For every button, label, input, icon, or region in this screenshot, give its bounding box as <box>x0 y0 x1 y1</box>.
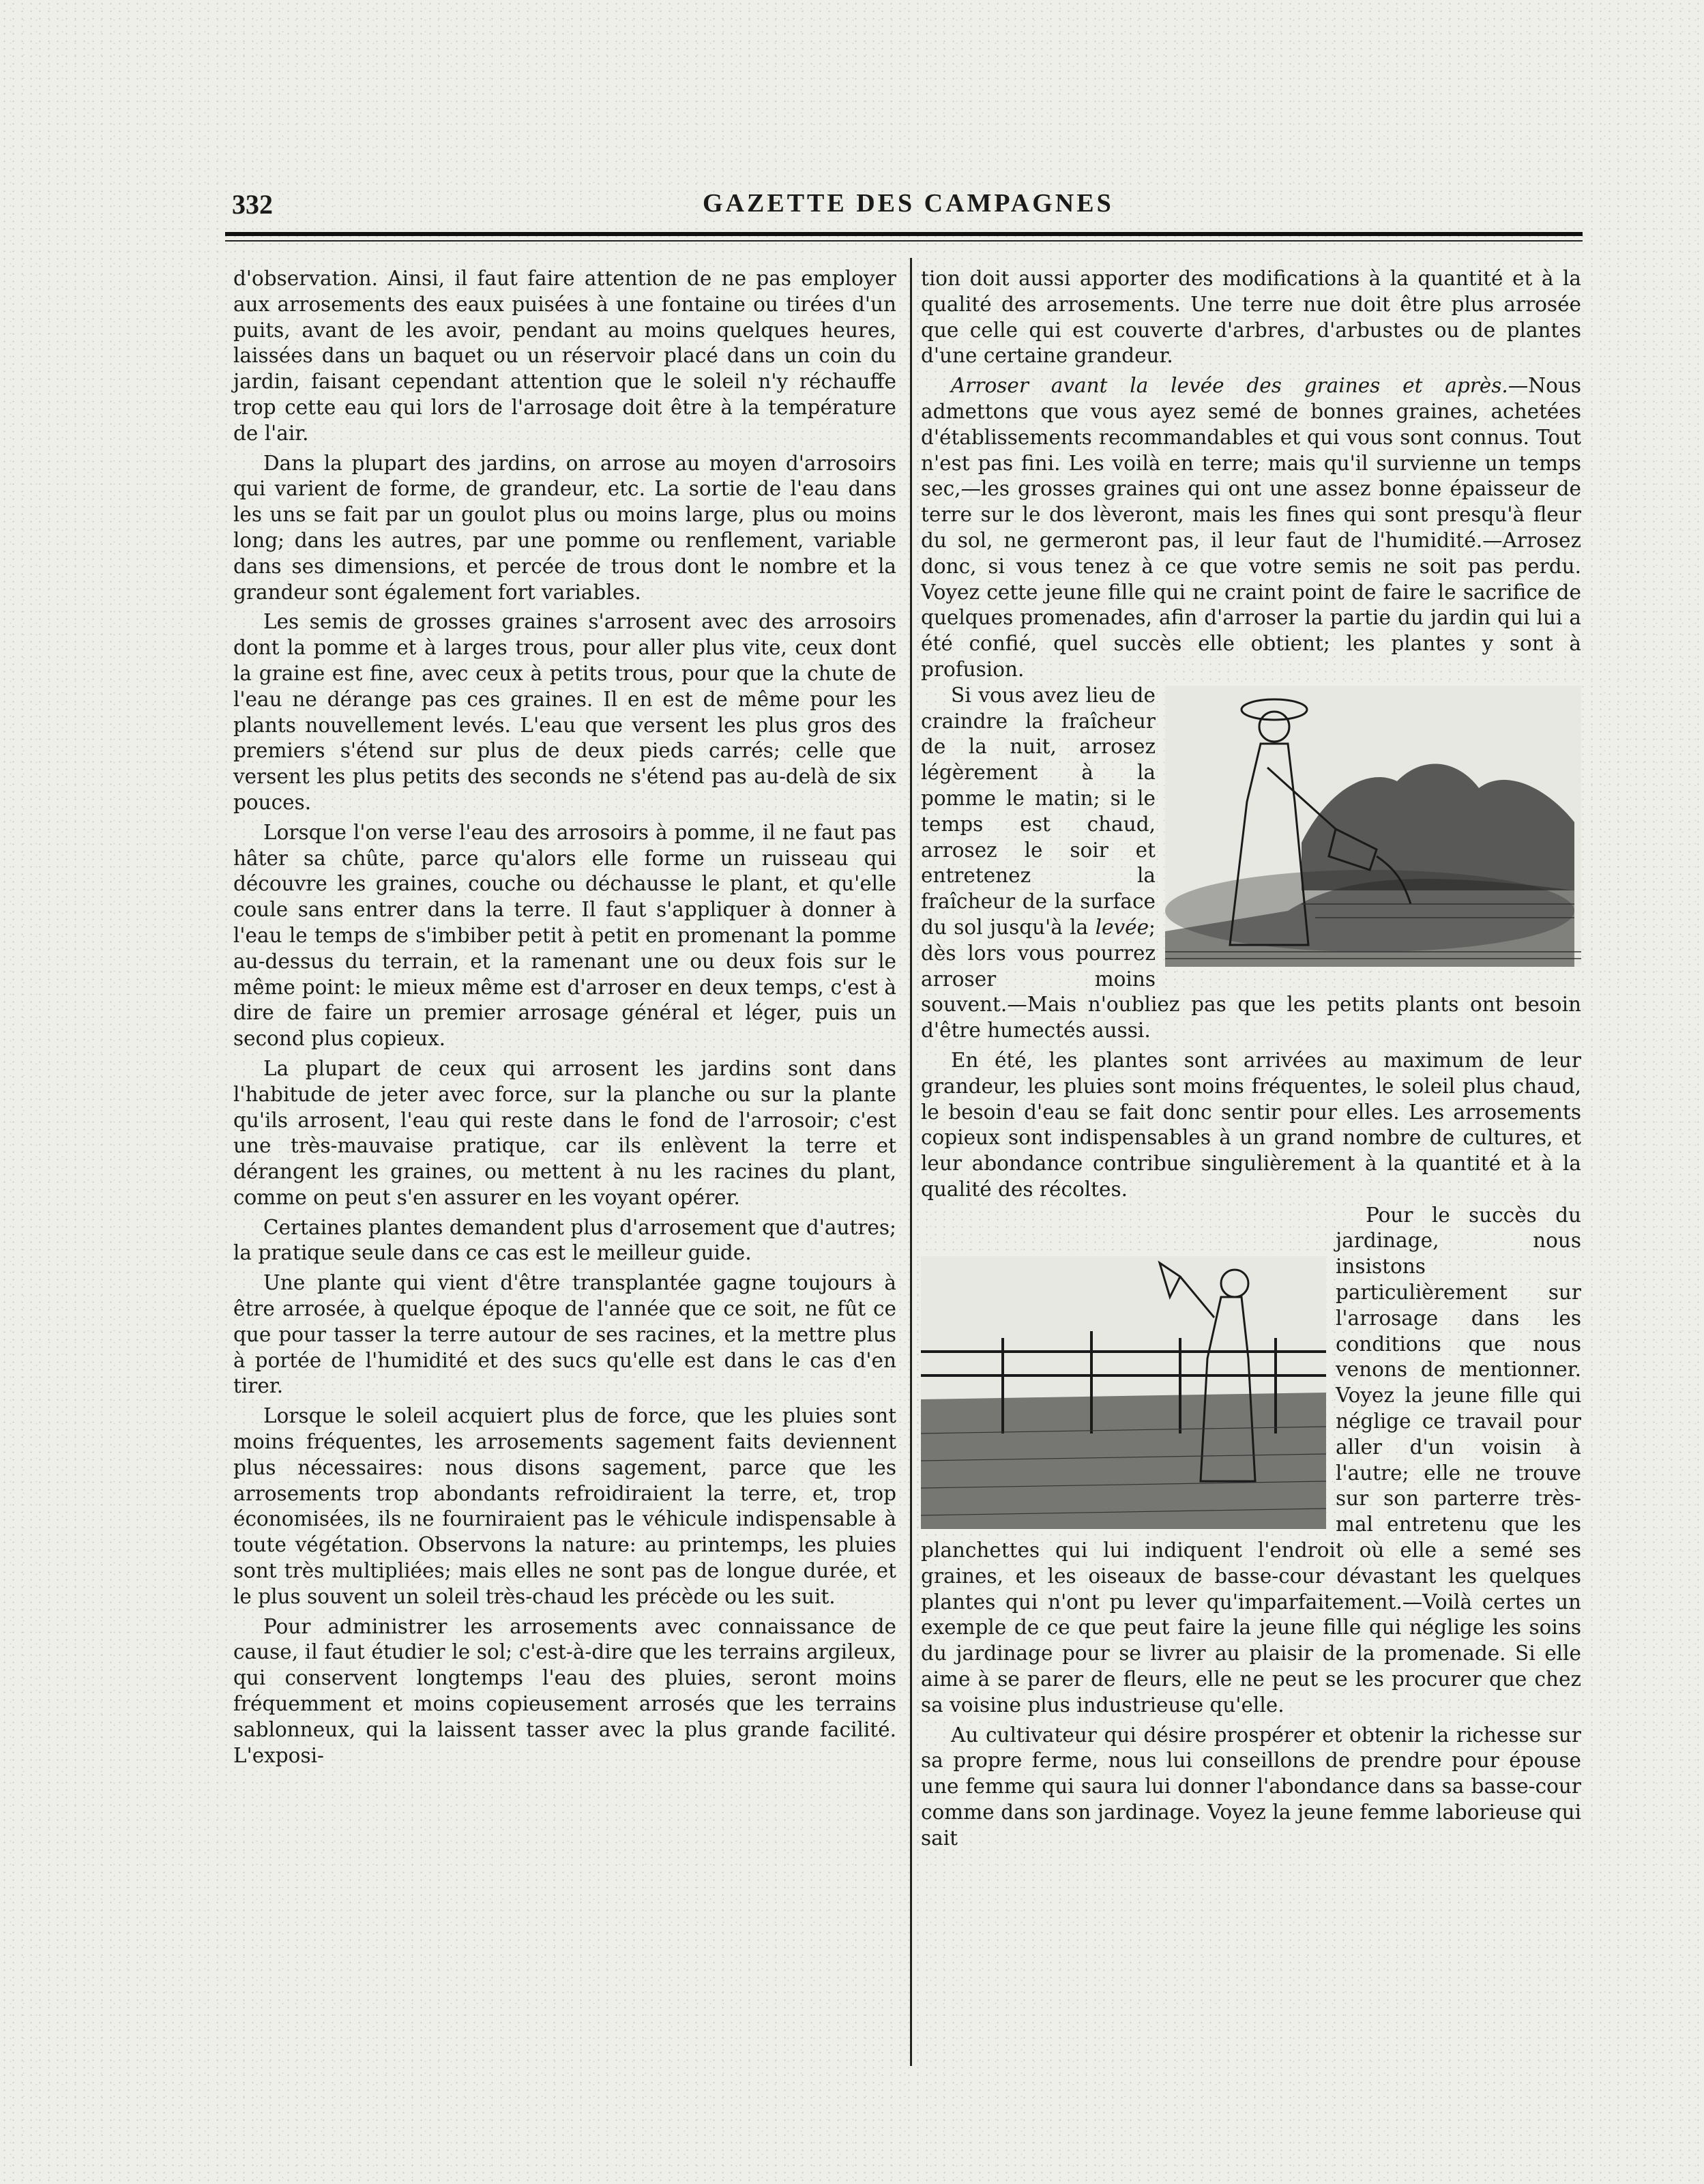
paragraph: tion doit aussi apporter des modifications à la quantité et à la qualité des arrosements. Une terre nue doit être plus arrosée que celle qui est couverte d'arbres, d'arbustes ou de plantes d'une certaine grandeur. <box>921 267 1581 368</box>
paragraph: Lorsque l'on verse l'eau des arrosoirs à pomme, il ne faut pas hâter sa chûte, parce qu'alors elle forme un ruisseau qui découvre les graines, couche ou déchausse le plant, et qu'elle coule sans entrer dans la terre. Il faut s'appliquer à donner à l'eau le temps de s'imbiber petit à petit en promenant la pomme au-dessus du terrain, et la ramenant une ou deux fois sur le même point: le mieux même est d'arroser en deux temps, c'est à dire de faire un premier arrosage général et léger, puis un second plus copieux. <box>233 820 896 1051</box>
paragraph: Au cultivateur qui désire prospérer et obtenir la richesse sur sa propre ferme, nous lui conseillons de prendre pour épouse une femme qui saura lui donner l'abondance dans sa basse-cour comme dans son jardinage. Voyez la jeune femme laborieuse qui sait <box>921 1723 1581 1850</box>
paragraph: Dans la plupart des jardins, on arrose au moyen d'arrosoirs qui varient de forme, de grandeur, etc. La sortie de l'eau dans les uns se fait par un goulot plus ou moins large, plus ou moins long; dans les autres, par une pomme ou renflement, variable dans ses dimensions, et percée de trous dont le nombre et la grandeur sont également fort variables. <box>233 451 896 604</box>
paragraph: La plupart de ceux qui arrosent les jardins sont dans l'habitude de jeter avec force, sur la planche ou sur la plante qu'ils arrosent, l'eau qui reste dans le fond de l'arrosoir; c'est une très-mauvaise pratique, car ils enlèvent la terre et dérangent les graines, ou mettent à nu les racines du plant, comme on peut s'en assurer en les voyant opérer. <box>233 1056 896 1209</box>
paragraph: Lorsque le soleil acquiert plus de force, que les pluies sont moins fréquentes, les arrosements sagement faits deviennent plus nécessaires: nous disons sagement, parce que les arrosements trop abondants refroidiraient la terre, et, trop économisées, ils ne fourniraient pas le véhicule indispensable à toute végétation. Observons la nature: au printemps, les pluies sont très multipliées; mais elles ne sont pas de longue durée, et le plus souvent un soleil très-chaud les précède ou les suit. <box>233 1404 896 1608</box>
newspaper-page <box>225 171 1583 2081</box>
paragraph-text: Si vous avez lieu de craindre la fraîcheur de la nuit, arrosez légèrement à la pomme le matin; si le temps est chaud, arrosez le soir et entretenez la fraîcheur de la surface du sol jusqu'à la <box>921 683 1156 939</box>
engraving-girl-with-parasol <box>921 1256 1326 1529</box>
header-rule-thin <box>225 240 1583 242</box>
paragraph-text: —Nous admettons que vous ayez semé de bonnes graines, achetées d'établissements recommandables et qui vous sont connus. Tout n'est pas fini. Les voilà en terre; mais qu'il survienne un temps sec,—les grosses graines qui ont une assez bonne épaisseur de terre sur le dos lèveront, mais les fines qui sont presqu'à fleur du sol, ne germeront pas, il leur faut de l'humidité.—Arrosez donc, si vous tenez à ce que votre semis ne soit pas perdu. Voyez cette jeune fille qui ne craint point de faire le sacrifice de quelques promenades, afin d'arroser la partie du jardin qui lui a été confié, quel succès elle obtient; les plantes y sont à profusion. <box>921 374 1581 681</box>
header-rule-thick <box>225 232 1583 236</box>
column-divider <box>910 258 912 2066</box>
journal-title: GAZETTE DES CAMPAGNES <box>703 189 1114 218</box>
paragraph-text: ; dès lors vous pourrez arroser moins souvent.—Mais n'oubliez pas que les petits plants ont besoin d'être humectés aussi. <box>921 915 1581 1043</box>
paragraph <box>921 373 1581 683</box>
engraving-girl-watering <box>1165 686 1581 967</box>
paragraph: d'observation. Ainsi, il faut faire attention de ne pas employer aux arrosements des eaux puisées à une fontaine ou tirées d'un puits, avant de les avoir, pendant au moins quelques heures, laissées dans un baquet ou un réservoir placé dans un coin du jardin, faisant cependant attention que le soleil n'y réchauffe trop cette eau qui lors de l'arrosage doit être à la température de l'air. <box>233 267 896 445</box>
section-heading: Arroser avant la levée des graines et après. <box>951 374 1508 398</box>
paragraph: Une plante qui vient d'être transplantée gagne toujours à être arrosée, à quelque époque de l'année que ce soit, ne fût ce que pour tasser la terre autour de ses racines, et la mettre plus à portée de l'humidité et des sucs qu'elle est dans le cas d'en tirer. <box>233 1271 896 1398</box>
left-column <box>233 266 896 1768</box>
paragraph: En été, les plantes sont arrivées au maximum de leur grandeur, les pluies sont moins fréquentes, le soleil plus chaud, le besoin d'eau se fait donc sentir pour elles. Les arrosements copieux sont indispensables à un grand nombre de cultures, et leur abondance contribue singulièrement à la quantité et à la qualité des récoltes. <box>921 1048 1581 1201</box>
page-number: 332 <box>232 189 273 220</box>
page-header <box>225 183 1583 224</box>
paragraph: Pour le succès du jardinage, nous insistons particulièrement sur l'arrosage dans les conditions que nous venons de mentionner. Voyez la jeune fille qui néglige ce travail pour aller d'un voisin à l'autre; elle ne trouve sur son parterre très-mal entretenu que les planchettes qui lui indiquent l'endroit où elle a semé ses graines, et les oiseaux de basse-cour dévastant les quelques plantes qui n'ont pu lever qu'imparfaitement.—Voilà certes un exemple de ce que peut faire la jeune fille qui néglige les soins du jardinage pour se livrer au plaisir de la promenade. Si elle aime à se parer de fleurs, elle ne peut se les procurer que chez sa voisine plus industrieuse qu'elle. <box>921 1203 1581 1717</box>
emphasis: levée <box>1095 915 1149 939</box>
paragraph: Certaines plantes demandent plus d'arrosement que d'autres; la pratique seule dans ce cas est le meilleur guide. <box>233 1215 896 1265</box>
paragraph: Les semis de grosses graines s'arrosent avec des arrosoirs dont la pomme et à larges trous, pour aller plus vite, ceux dont la graine est fine, avec ceux à petits trous, pour que la chute de l'eau ne dérange pas ces graines. Il en est de même pour les plants nouvellement levés. L'eau que versent les plus gros des premiers s'étend sur plus de deux pieds carrés; celle que versent les plus petits des seconds ne s'étend pas au-delà de six pouces. <box>233 610 896 814</box>
paragraph: Pour administrer les arrosements avec connaissance de cause, il faut étudier le sol; c'est-à-dire que les terrains argileux, qui conservent longtemps l'eau des pluies, seront moins fréquemment et moins copieusement arrosés que les terrains sablonneux, qui la laissent tasser avec la plus grande facilité. L'exposi- <box>233 1614 896 1767</box>
right-column <box>921 266 1581 1852</box>
